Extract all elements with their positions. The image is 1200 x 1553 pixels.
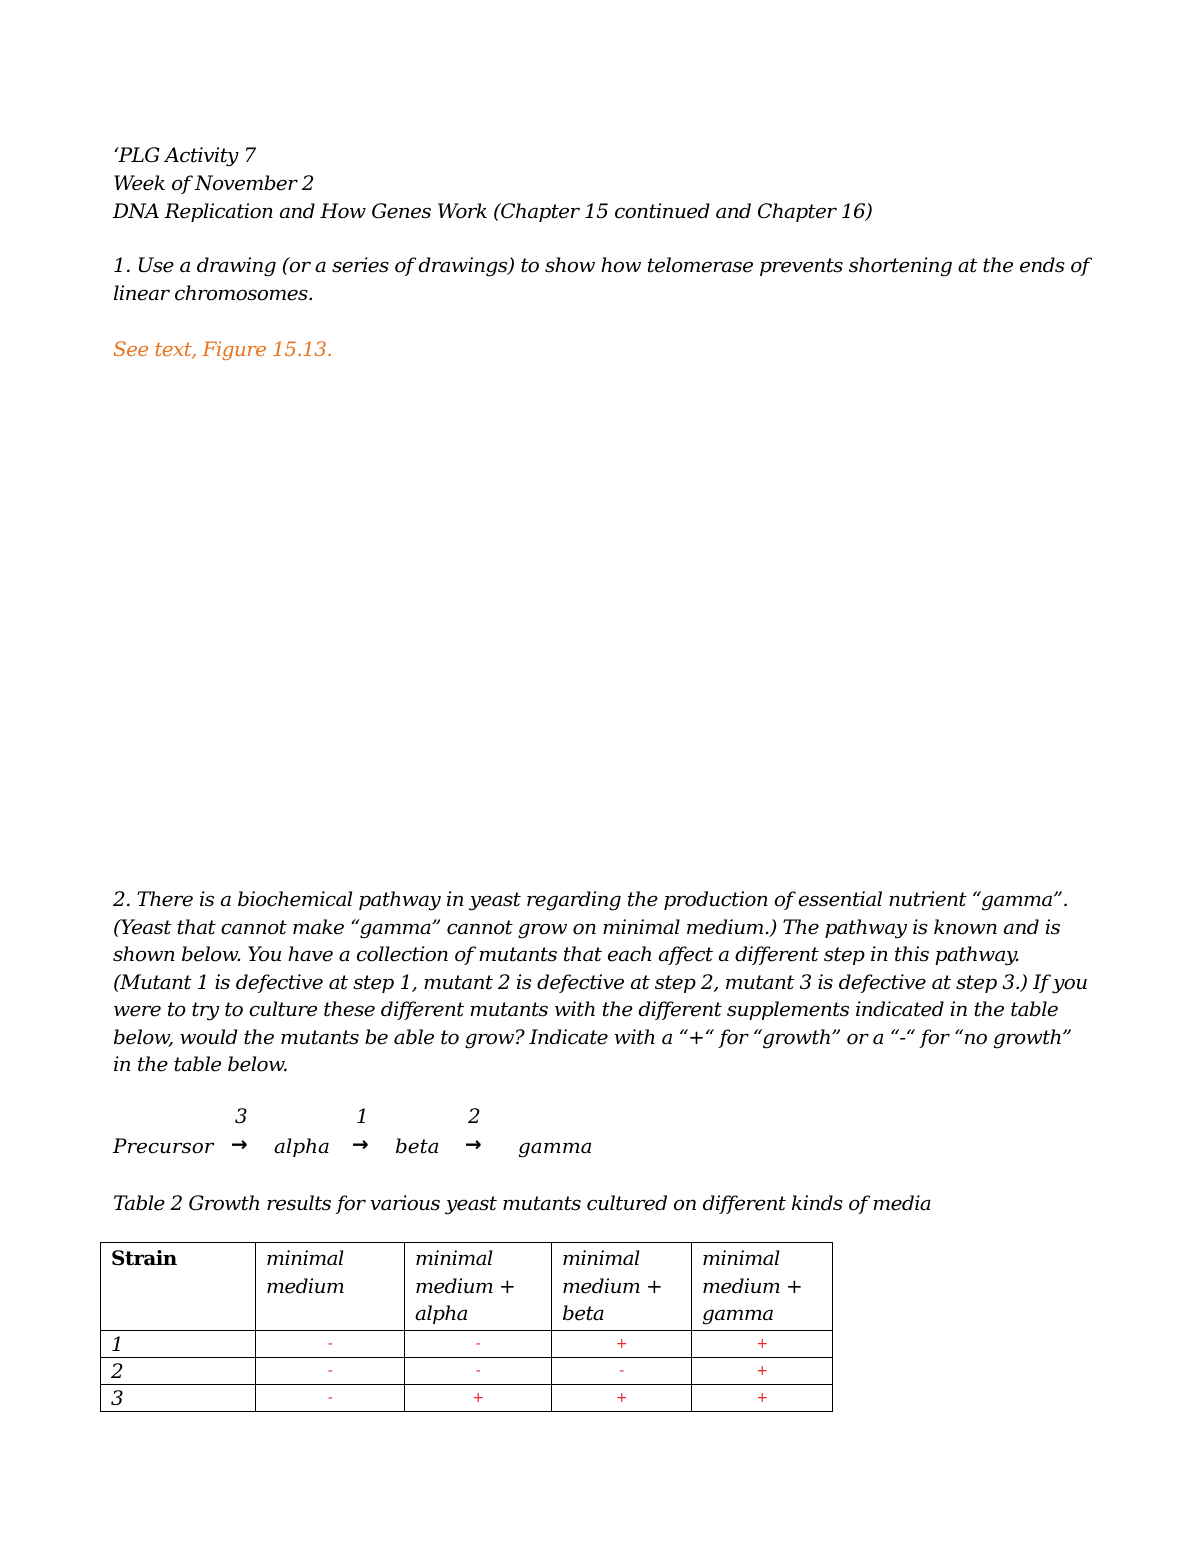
table-header-row xyxy=(101,1243,833,1331)
strain-cell: 1 xyxy=(101,1330,256,1357)
column-header: minimal medium + gamma xyxy=(692,1243,833,1331)
topic-title: DNA Replication and How Genes Work (Chapter 15 continued and Chapter 16) xyxy=(113,199,873,223)
pathway-beta: beta xyxy=(395,1134,440,1158)
pathway-step-label: 1 xyxy=(356,1104,369,1128)
result-cell: + xyxy=(405,1384,552,1411)
column-header: minimal medium xyxy=(256,1243,405,1331)
strain-cell: 3 xyxy=(101,1384,256,1411)
result-cell: + xyxy=(692,1330,833,1357)
table-row xyxy=(101,1357,833,1384)
result-cell: - xyxy=(552,1357,692,1384)
right-arrow-icon: → xyxy=(465,1132,482,1156)
pathway-gamma: gamma xyxy=(518,1134,593,1158)
pathway-alpha: alpha xyxy=(274,1134,330,1158)
table-caption: Table 2 Growth results for various yeast mutants cultured on different kinds of media xyxy=(113,1191,932,1215)
pathway-step-label: 3 xyxy=(235,1104,248,1128)
table-row xyxy=(101,1330,833,1357)
question-1: 1. Use a drawing (or a series of drawings) to show how telomerase prevents shortening at the ends of linear chromosomes. xyxy=(113,253,1089,305)
column-header: minimal medium + beta xyxy=(552,1243,692,1331)
result-cell: + xyxy=(552,1384,692,1411)
growth-results-table xyxy=(100,1242,833,1412)
table-row xyxy=(101,1384,833,1411)
pathway-step-label: 2 xyxy=(468,1104,481,1128)
result-cell: + xyxy=(692,1384,833,1411)
column-header: Strain xyxy=(101,1243,256,1331)
week-label: Week of November 2 xyxy=(113,171,314,195)
biochemical-pathway xyxy=(113,1104,673,1168)
result-cell: - xyxy=(256,1330,405,1357)
column-header: minimal medium + alpha xyxy=(405,1243,552,1331)
result-cell: - xyxy=(405,1330,552,1357)
result-cell: - xyxy=(256,1384,405,1411)
right-arrow-icon: → xyxy=(231,1132,248,1156)
right-arrow-icon: → xyxy=(352,1132,369,1156)
activity-title: ‘PLG Activity 7 xyxy=(113,143,256,167)
question-2: 2. There is a biochemical pathway in yeast regarding the production of essential nutrient “gamma”. (Yeast that cannot make “gamma” cannot grow on minimal medium.) The pathway is known and is shown below. You have a collection of mutants that each affect a different step in this pathway. (Mutant 1 is defective at step 1, mutant 2 is defective at step 2, mutant 3 is defective at step 3.) If you were to try to culture these different mutants with the different supplements indicated in the table below, would the mutants be able to grow? Indicate with a “+“ for “growth” or a “-“ for “no growth” in the table below. xyxy=(113,887,1088,1076)
strain-cell: 2 xyxy=(101,1357,256,1384)
question-1-answer: See text, Figure 15.13. xyxy=(113,337,333,361)
result-cell: + xyxy=(692,1357,833,1384)
result-cell: - xyxy=(256,1357,405,1384)
result-cell: - xyxy=(405,1357,552,1384)
result-cell: + xyxy=(552,1330,692,1357)
pathway-precursor: Precursor xyxy=(113,1134,214,1158)
